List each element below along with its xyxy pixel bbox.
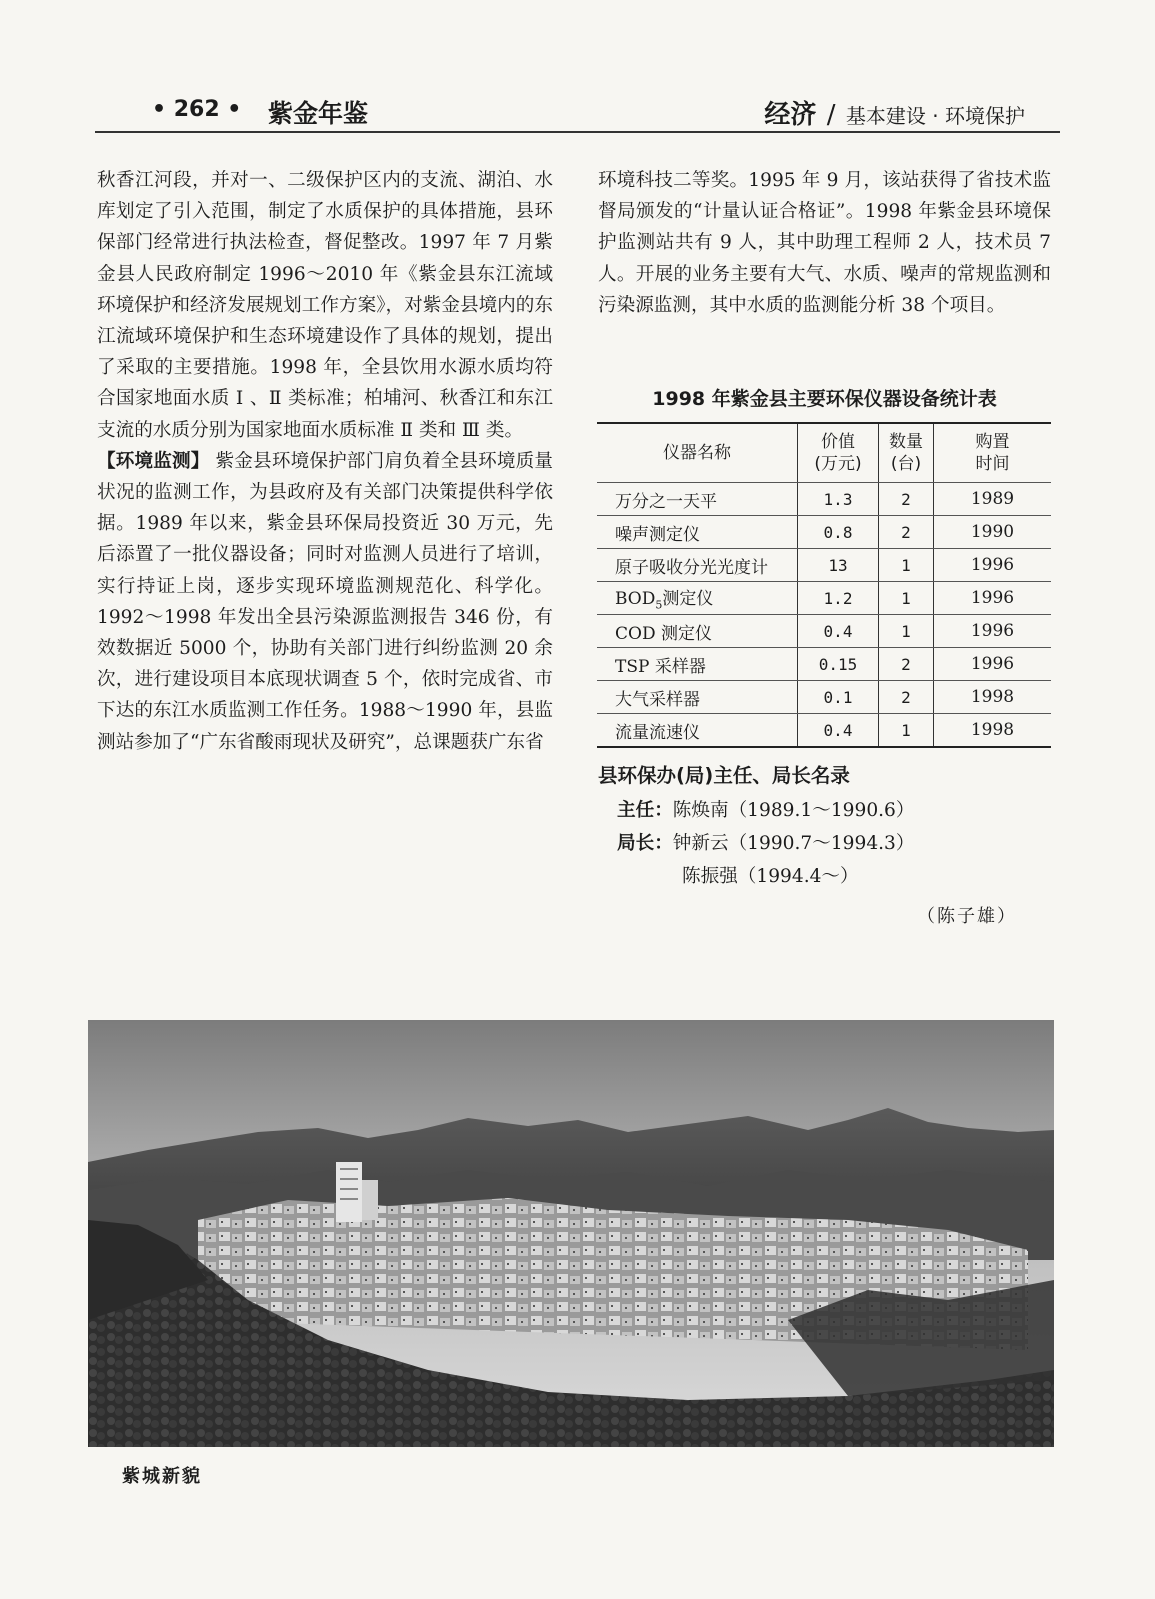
header-rule bbox=[95, 131, 1060, 133]
env-monitoring-text: 紫金县环境保护部门肩负着全县环境质量状况的监测工作，为县政府及有关部门决策提供科学依据。1989 年以来，紫金县环保局投资近 30 万元，先后添置了一批仪器设备；同时对监测人员进行了培训，实行持证上岗，逐步实现环境监测规范化、科学化。1992～1998 年发出全县污染源监测报告 346 份，有效数据近 5000 个，协助有关部门进行纠纷监测 20 余次，进行建设项目本底现状调查 5 个，依时完成省、市下达的东江水质监测工作任务。1988～1990 年，县监测站参加了“广东省酸雨现状及研究”，总课题获广东省 bbox=[97, 450, 553, 753]
chief-entry-1: 钟新云（1990.7～1994.3） bbox=[672, 833, 915, 854]
cell-name: COD 测定仪 bbox=[597, 615, 798, 648]
cell-year: 1998 bbox=[934, 714, 1052, 748]
col-header-qty: 数量 (台) bbox=[879, 423, 934, 483]
section-header bbox=[764, 94, 1025, 131]
cell-name: TSP 采样器 bbox=[597, 648, 798, 681]
table-row bbox=[597, 549, 1051, 582]
category-label: 经济 bbox=[764, 100, 817, 130]
cell-name: 噪声测定仪 bbox=[597, 516, 798, 549]
cell-qty: 1 bbox=[879, 714, 934, 748]
town-landscape-photo bbox=[88, 1020, 1054, 1447]
table-row bbox=[597, 582, 1051, 615]
cell-name: 大气采样器 bbox=[597, 681, 798, 714]
left-column bbox=[97, 165, 553, 758]
cell-name: 流量流速仪 bbox=[597, 714, 798, 748]
col-header-value: 价值 (万元) bbox=[798, 423, 879, 483]
cell-qty: 1 bbox=[879, 549, 934, 582]
cell-value: 0.1 bbox=[798, 681, 879, 714]
cell-name: 万分之一天平 bbox=[597, 483, 798, 516]
right-paragraph-1: 环境科技二等奖。1995 年 9 月，该站获得了省技术监督局颁发的“计量认证合格证”。1998 年紫金县环境保护监测站共有 9 人，其中助理工程师 2 人，技术员 7 人。开展的业务主要有大气、水质、噪声的常规监测和污染源监测，其中水质的监测能分析 38 个项目。 bbox=[598, 170, 1051, 316]
equipment-table bbox=[597, 422, 1051, 748]
book-title: 紫金年鉴 bbox=[268, 99, 369, 128]
cell-year: 1996 bbox=[934, 582, 1052, 615]
cell-qty: 1 bbox=[879, 615, 934, 648]
director-entry: 陈焕南（1989.1～1990.6） bbox=[672, 800, 915, 821]
photo-caption: 紫城新貌 bbox=[122, 1466, 202, 1487]
chief-label: 局长： bbox=[617, 833, 673, 854]
cell-name: 原子吸收分光光度计 bbox=[597, 549, 798, 582]
cell-value: 1.3 bbox=[798, 483, 879, 516]
col-header-name: 仪器名称 bbox=[597, 423, 798, 483]
table-row bbox=[597, 714, 1051, 748]
table-row bbox=[597, 648, 1051, 681]
cell-year: 1996 bbox=[934, 648, 1052, 681]
env-monitoring-paragraph bbox=[97, 446, 553, 758]
right-column bbox=[598, 165, 1051, 321]
table-row bbox=[597, 681, 1051, 714]
cell-value: 0.8 bbox=[798, 516, 879, 549]
cell-name: $BOD_5$测定仪 bbox=[597, 582, 798, 615]
chief-line-1 bbox=[617, 829, 914, 855]
left-paragraph-1: 秋香江河段，并对一、二级保护区内的支流、湖泊、水库划定了引入范围，制定了水质保护的具体措施，县环保部门经常进行执法检查，督促整改。1997 年 7 月紫金县人民政府制定 1996～2010 年《紫金县东江流域环境保护和经济发展规划工作方案》，对紫金县境内的东江流域环境保护和生态环境建设作了具体的规划，提出了采取的主要措施。1998 年，全县饮用水源水质均符合国家地面水质 Ⅰ 、Ⅱ 类标准；柏埔河、秋香江和东江支流的水质分别为国家地面水质标准 Ⅱ 类和 Ⅲ 类。 bbox=[97, 170, 553, 441]
director-line bbox=[617, 796, 914, 822]
cell-year: 1996 bbox=[934, 549, 1052, 582]
cell-qty: 1 bbox=[879, 582, 934, 615]
col-header-date: 购置 时间 bbox=[934, 423, 1052, 483]
cell-qty: 2 bbox=[879, 648, 934, 681]
cell-year: 1990 bbox=[934, 516, 1052, 549]
cell-value: 13 bbox=[798, 549, 879, 582]
cell-value: 1.2 bbox=[798, 582, 879, 615]
table-row bbox=[597, 615, 1051, 648]
section-title-env-monitoring: 【环境监测】 bbox=[97, 450, 210, 472]
page-number: • 262 • bbox=[152, 97, 242, 122]
directory-title: 县环保办(局)主任、局长名录 bbox=[598, 764, 850, 787]
cell-year: 1989 bbox=[934, 483, 1052, 516]
subcategory-label: 基本建设 · 环境保护 bbox=[845, 104, 1025, 128]
cell-value: 0.15 bbox=[798, 648, 879, 681]
category-separator: / bbox=[826, 100, 836, 130]
table-header-row bbox=[597, 423, 1051, 483]
cell-qty: 2 bbox=[879, 516, 934, 549]
table-row bbox=[597, 516, 1051, 549]
chief-entry-2: 陈振强（1994.4～） bbox=[682, 866, 859, 887]
table-title: 1998 年紫金县主要环保仪器设备统计表 bbox=[652, 388, 997, 410]
chief-line-2 bbox=[682, 862, 859, 888]
cell-qty: 2 bbox=[879, 681, 934, 714]
cell-qty: 2 bbox=[879, 483, 934, 516]
cell-year: 1996 bbox=[934, 615, 1052, 648]
table-row bbox=[597, 483, 1051, 516]
cell-year: 1998 bbox=[934, 681, 1052, 714]
cell-value: 0.4 bbox=[798, 714, 879, 748]
director-label: 主任： bbox=[617, 800, 673, 821]
cell-value: 0.4 bbox=[798, 615, 879, 648]
author-credit: （陈子雄） bbox=[917, 906, 1017, 927]
